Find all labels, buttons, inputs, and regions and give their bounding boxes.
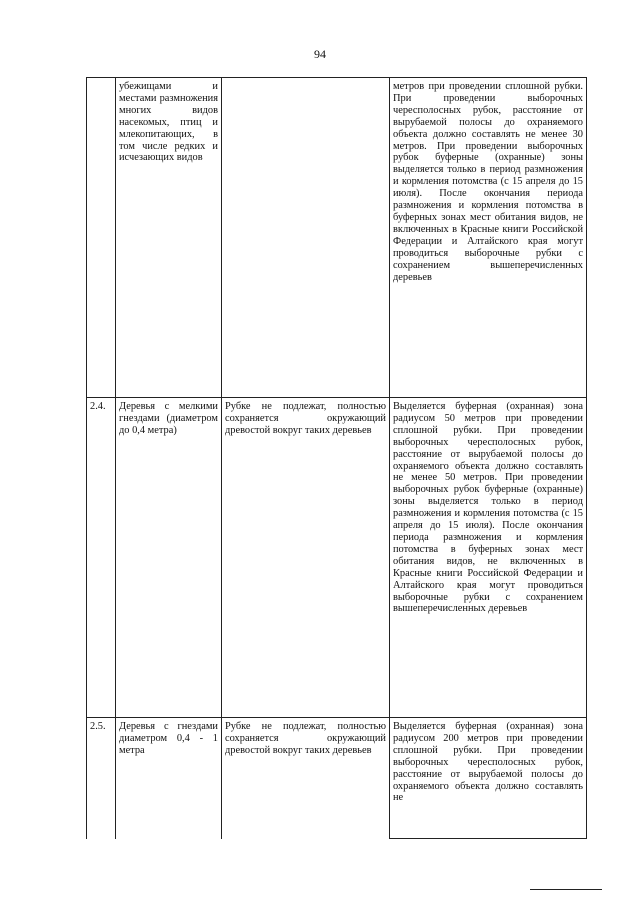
protected-object-cell: Деревья с гнездами диаметром 0,4 - 1 метра	[116, 718, 222, 839]
footer-rule	[530, 889, 602, 890]
restriction-cell	[222, 78, 390, 398]
row-number-cell: 2.4.	[87, 398, 116, 718]
table-row	[87, 78, 587, 398]
row-number-cell	[87, 78, 116, 398]
protected-object-cell: Деревья с мелкими гнездами (диаметром до 0,4 метра)	[116, 398, 222, 718]
table-row	[87, 398, 587, 718]
buffer-zone-note-cell: метров при проведении сплошной рубки. При проведении выборочных чересполосных рубок, расстояние от вырубаемой полосы до охраняемого объекта должно составлять не менее 30 метров. При проведении выборочных рубок буферные (охранные) зоны выделяется только в период размножения и кормления потомства (с 15 апреля до 15 июля). После окончания периода размножения и кормления потомства в буферных зонах мест обитания видов, не включенных в Красные книги Российской Федерации и Алтайского края могут проводиться выборочные рубки с сохранением вышеперечисленных деревьев	[390, 78, 587, 398]
regulation-table	[86, 77, 587, 839]
page-number: 94	[314, 47, 326, 61]
buffer-zone-note-cell: Выделяется буферная (охранная) зона радиусом 200 метров при проведении сплошной рубки. При проведении выборочных чересполосных рубок, расстояние от вырубаемой полосы до охраняемого объекта должно составлять не	[390, 718, 587, 839]
restriction-cell: Рубке не подлежат, полностью сохраняется окружающий древостой вокруг таких деревьев	[222, 718, 390, 839]
buffer-zone-note-cell: Выделяется буферная (охранная) зона радиусом 50 метров при проведении сплошной рубки. При проведении выборочных чересполосных рубок, расстояние от вырубаемой полосы до охраняемого объекта должно составлять не менее 50 метров. При проведении выборочных рубок буферные (охранные) зоны выделяется только в период размножения и кормления потомства (с 15 апреля до 15 июля). После окончания периода размножения и кормления потомства в буферных зонах мест обитания видов, не включенных в Красные книги Российской Федерации и Алтайского края могут проводиться выборочные рубки с сохранением вышеперечисленных деревьев	[390, 398, 587, 718]
row-number-cell: 2.5.	[87, 718, 116, 839]
protected-object-cell: убежищами и местами размножения многих видов насекомых, птиц и млекопитающих, в том числе редких и исчезающих видов	[116, 78, 222, 398]
table-row	[87, 718, 587, 839]
restriction-cell: Рубке не подлежат, полностью сохраняется окружающий древостой вокруг таких деревьев	[222, 398, 390, 718]
